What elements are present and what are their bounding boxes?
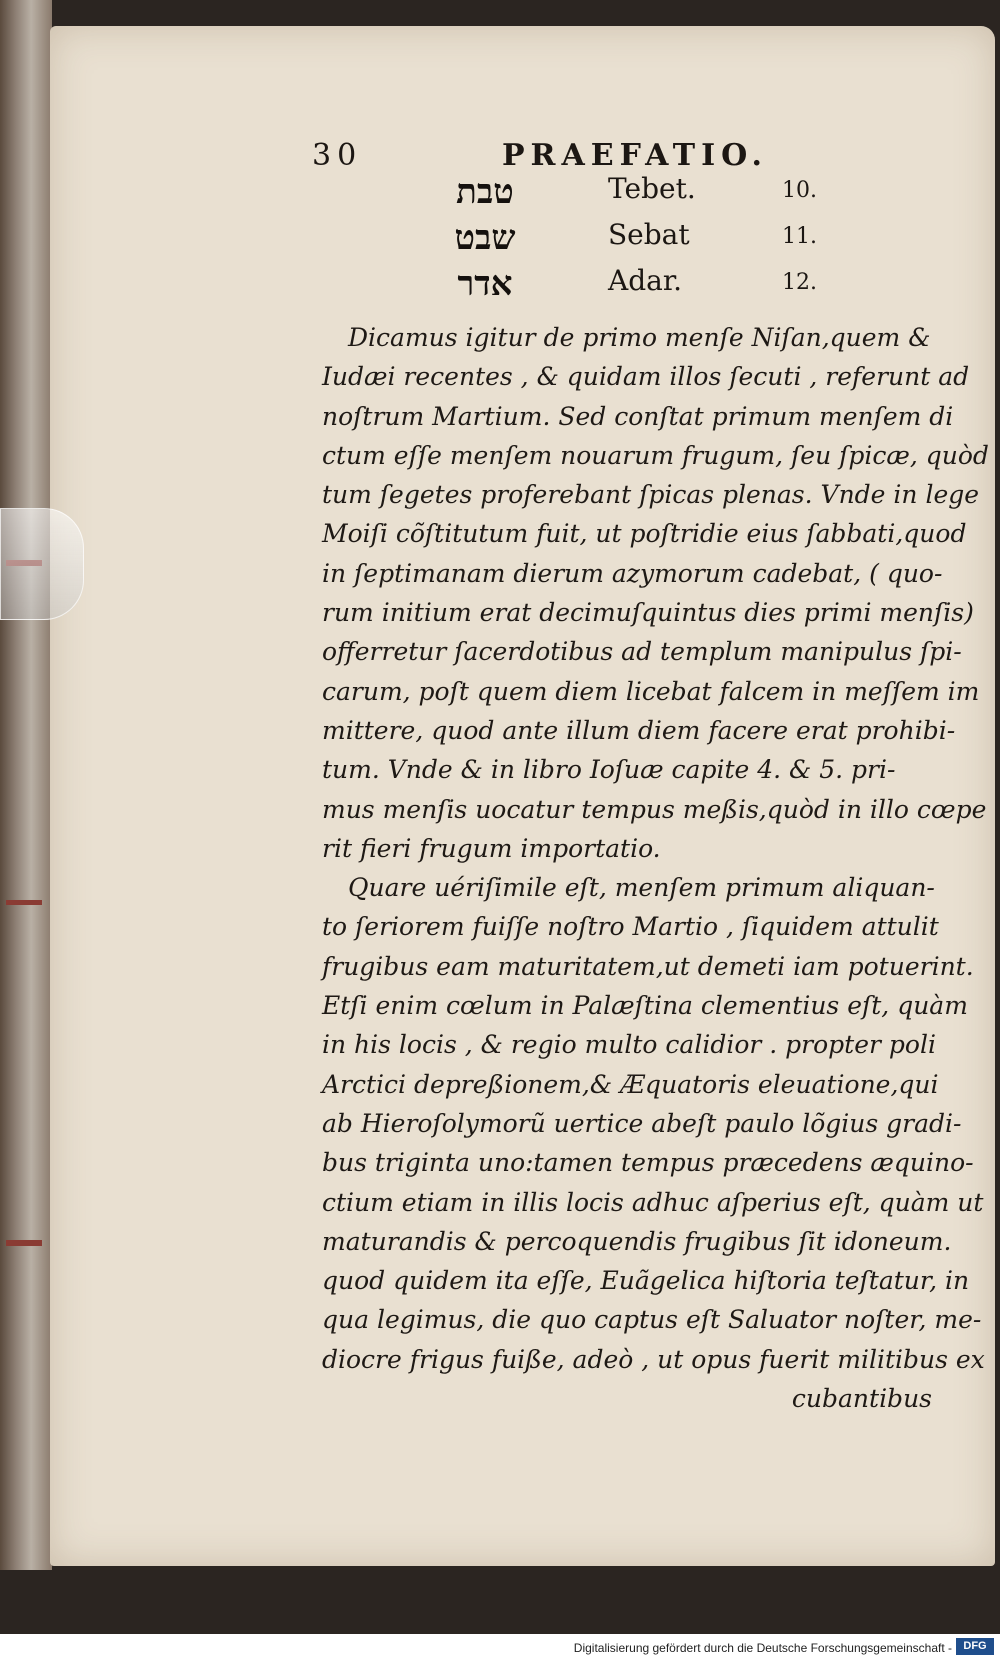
month-number: 10. xyxy=(782,178,817,203)
month-latin: Adar. xyxy=(608,264,683,297)
book-fore-edge xyxy=(0,0,52,1570)
text-line: ab Hieroſolymorũ uertice abeſt paulo lõgius gradi- xyxy=(322,1108,962,1138)
dfg-logo: DFG xyxy=(956,1638,994,1655)
text-line: diocre frigus fuiße, adeò , ut opus fuerit militibus ex xyxy=(322,1344,985,1374)
edge-stripe xyxy=(6,1240,42,1246)
page-clip xyxy=(0,508,84,620)
text-line: ctum eſſe menſem nouarum frugum, ſeu ſpicæ, quòd xyxy=(322,440,989,470)
text-line: to ſeriorem fuiſſe noſtro Martio , ſiquidem attulit xyxy=(322,912,939,942)
text-line: in his locis , & regio multo calidior . propter poli xyxy=(322,1030,936,1060)
text-line: mus menſis uocatur tempus meßis,quòd in illo cœpe xyxy=(322,794,987,824)
month-number: 11. xyxy=(782,224,817,249)
text-line: quod quidem ita eſſe, Euãgelica hiſtoria teſtatur, in xyxy=(322,1266,970,1296)
edge-stripe xyxy=(6,900,42,905)
text-line: rum initium erat decimuſquintus dies primi menſis) xyxy=(322,598,974,628)
text-line: Arctici depreßionem,& Æquatoris eleuatione,qui xyxy=(322,1069,939,1099)
text-line: qua legimus, die quo captus eſt Saluator noſter, me- xyxy=(322,1305,982,1335)
text-line: Moiſi cõſtitutum fuit, ut poſtridie eius ſabbati,quod xyxy=(322,519,967,549)
text-line: rit fieri frugum importatio. xyxy=(322,833,661,863)
month-row xyxy=(430,264,850,310)
text-line: mittere, quod ante illum diem facere erat prohibi- xyxy=(322,715,956,745)
text-line: frugibus eam maturitatem,ut demeti iam potuerint. xyxy=(322,951,974,981)
text-line: Quare uériſimile eſt, menſem primum aliquan- xyxy=(348,873,935,903)
text-line: maturandis & percoquendis frugibus ſit idoneum. xyxy=(322,1226,952,1256)
body-text xyxy=(322,318,989,1418)
text-line: carum, poſt quem diem licebat falcem in meſſem im xyxy=(322,676,980,706)
text-line: noſtrum Martium. Sed conſtat primum menſem di xyxy=(322,401,954,431)
text-line: in ſeptimanam dierum azymorum cadebat, ( quo- xyxy=(322,558,943,588)
footer-bar xyxy=(0,1634,1000,1658)
month-row xyxy=(430,172,850,218)
month-number: 12. xyxy=(782,270,817,295)
funding-credit: Digitalisierung gefördert durch die Deutsche Forschungsgemeinschaft - xyxy=(573,1641,952,1655)
month-hebrew: טבת xyxy=(456,172,514,212)
page-number: 30 xyxy=(312,138,363,173)
text-line: tum ſegetes proferebant ſpicas plenas. Vnde in lege xyxy=(322,480,980,510)
text-line: Iudæi recentes , & quidam illos ſecuti , referunt ad xyxy=(322,362,970,392)
month-hebrew: אדר xyxy=(457,264,513,304)
text-line: Dicamus igitur de primo menſe Niſan,quem & xyxy=(348,323,931,352)
text-line: Etſi enim cœlum in Palæſtina clementius eſt, quàm xyxy=(322,991,968,1021)
month-table xyxy=(430,172,850,310)
running-title: PRAEFATIO. xyxy=(502,138,768,173)
text-line: bus triginta uno:tamen tempus præcedens æquino- xyxy=(322,1148,974,1178)
month-hebrew: שבט xyxy=(454,218,516,258)
month-row xyxy=(430,218,850,264)
month-latin: Sebat xyxy=(608,218,690,251)
text-line: offerretur ſacerdotibus ad templum manipulus ſpi- xyxy=(322,637,962,667)
catchword: cubantibus xyxy=(791,1384,932,1414)
text-line: ctium etiam in illis locis adhuc aſperius eſt, quàm ut xyxy=(322,1187,984,1217)
month-latin: Tebet. xyxy=(608,172,696,205)
text-line: tum. Vnde & in libro Ioſuæ capite 4. & 5. pri- xyxy=(322,755,896,785)
